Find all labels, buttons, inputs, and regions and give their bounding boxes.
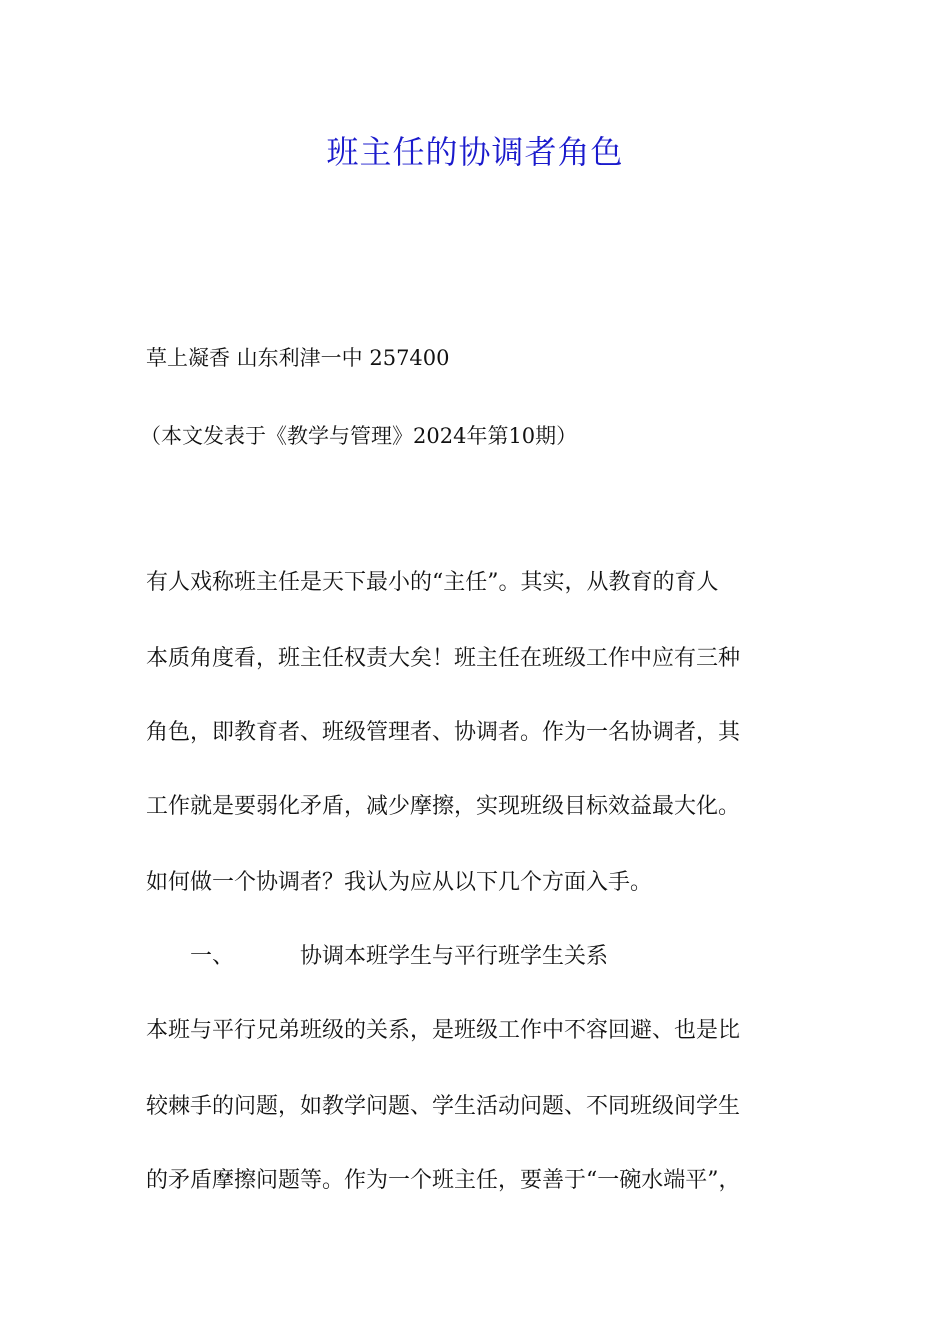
document-title: 班主任的协调者角色: [326, 133, 624, 171]
paragraph-line: 角色，即教育者、班级管理者、协调者。作为一名协调者，其: [146, 720, 741, 745]
paragraph-line: 的矛盾摩擦问题等。作为一个班主任，要善于“一碗水端平”，: [146, 1168, 741, 1193]
paragraph-line: 如何做一个协调者？我认为应从以下几个方面入手。: [146, 870, 653, 895]
section-number: 一、: [190, 944, 235, 969]
author-line: 草上凝香 山东利津一中 257400: [146, 346, 450, 370]
paragraph-line: 本班与平行兄弟班级的关系，是班级工作中不容回避、也是比: [146, 1018, 741, 1043]
paragraph-line: 较棘手的问题，如教学问题、学生活动问题、不同班级间学生: [146, 1094, 741, 1119]
paragraph-line: 本质角度看，班主任权责大矣！班主任在班级工作中应有三种: [146, 646, 741, 671]
paragraph-line: 有人戏称班主任是天下最小的“主任”。其实，从教育的育人: [146, 570, 719, 595]
section-heading: 协调本班学生与平行班学生关系: [300, 944, 609, 969]
paragraph-line: 工作就是要弱化矛盾，减少摩擦，实现班级目标效益最大化。: [146, 794, 741, 819]
publication-line: （本文发表于《教学与管理》2024年第10期）: [140, 424, 578, 448]
